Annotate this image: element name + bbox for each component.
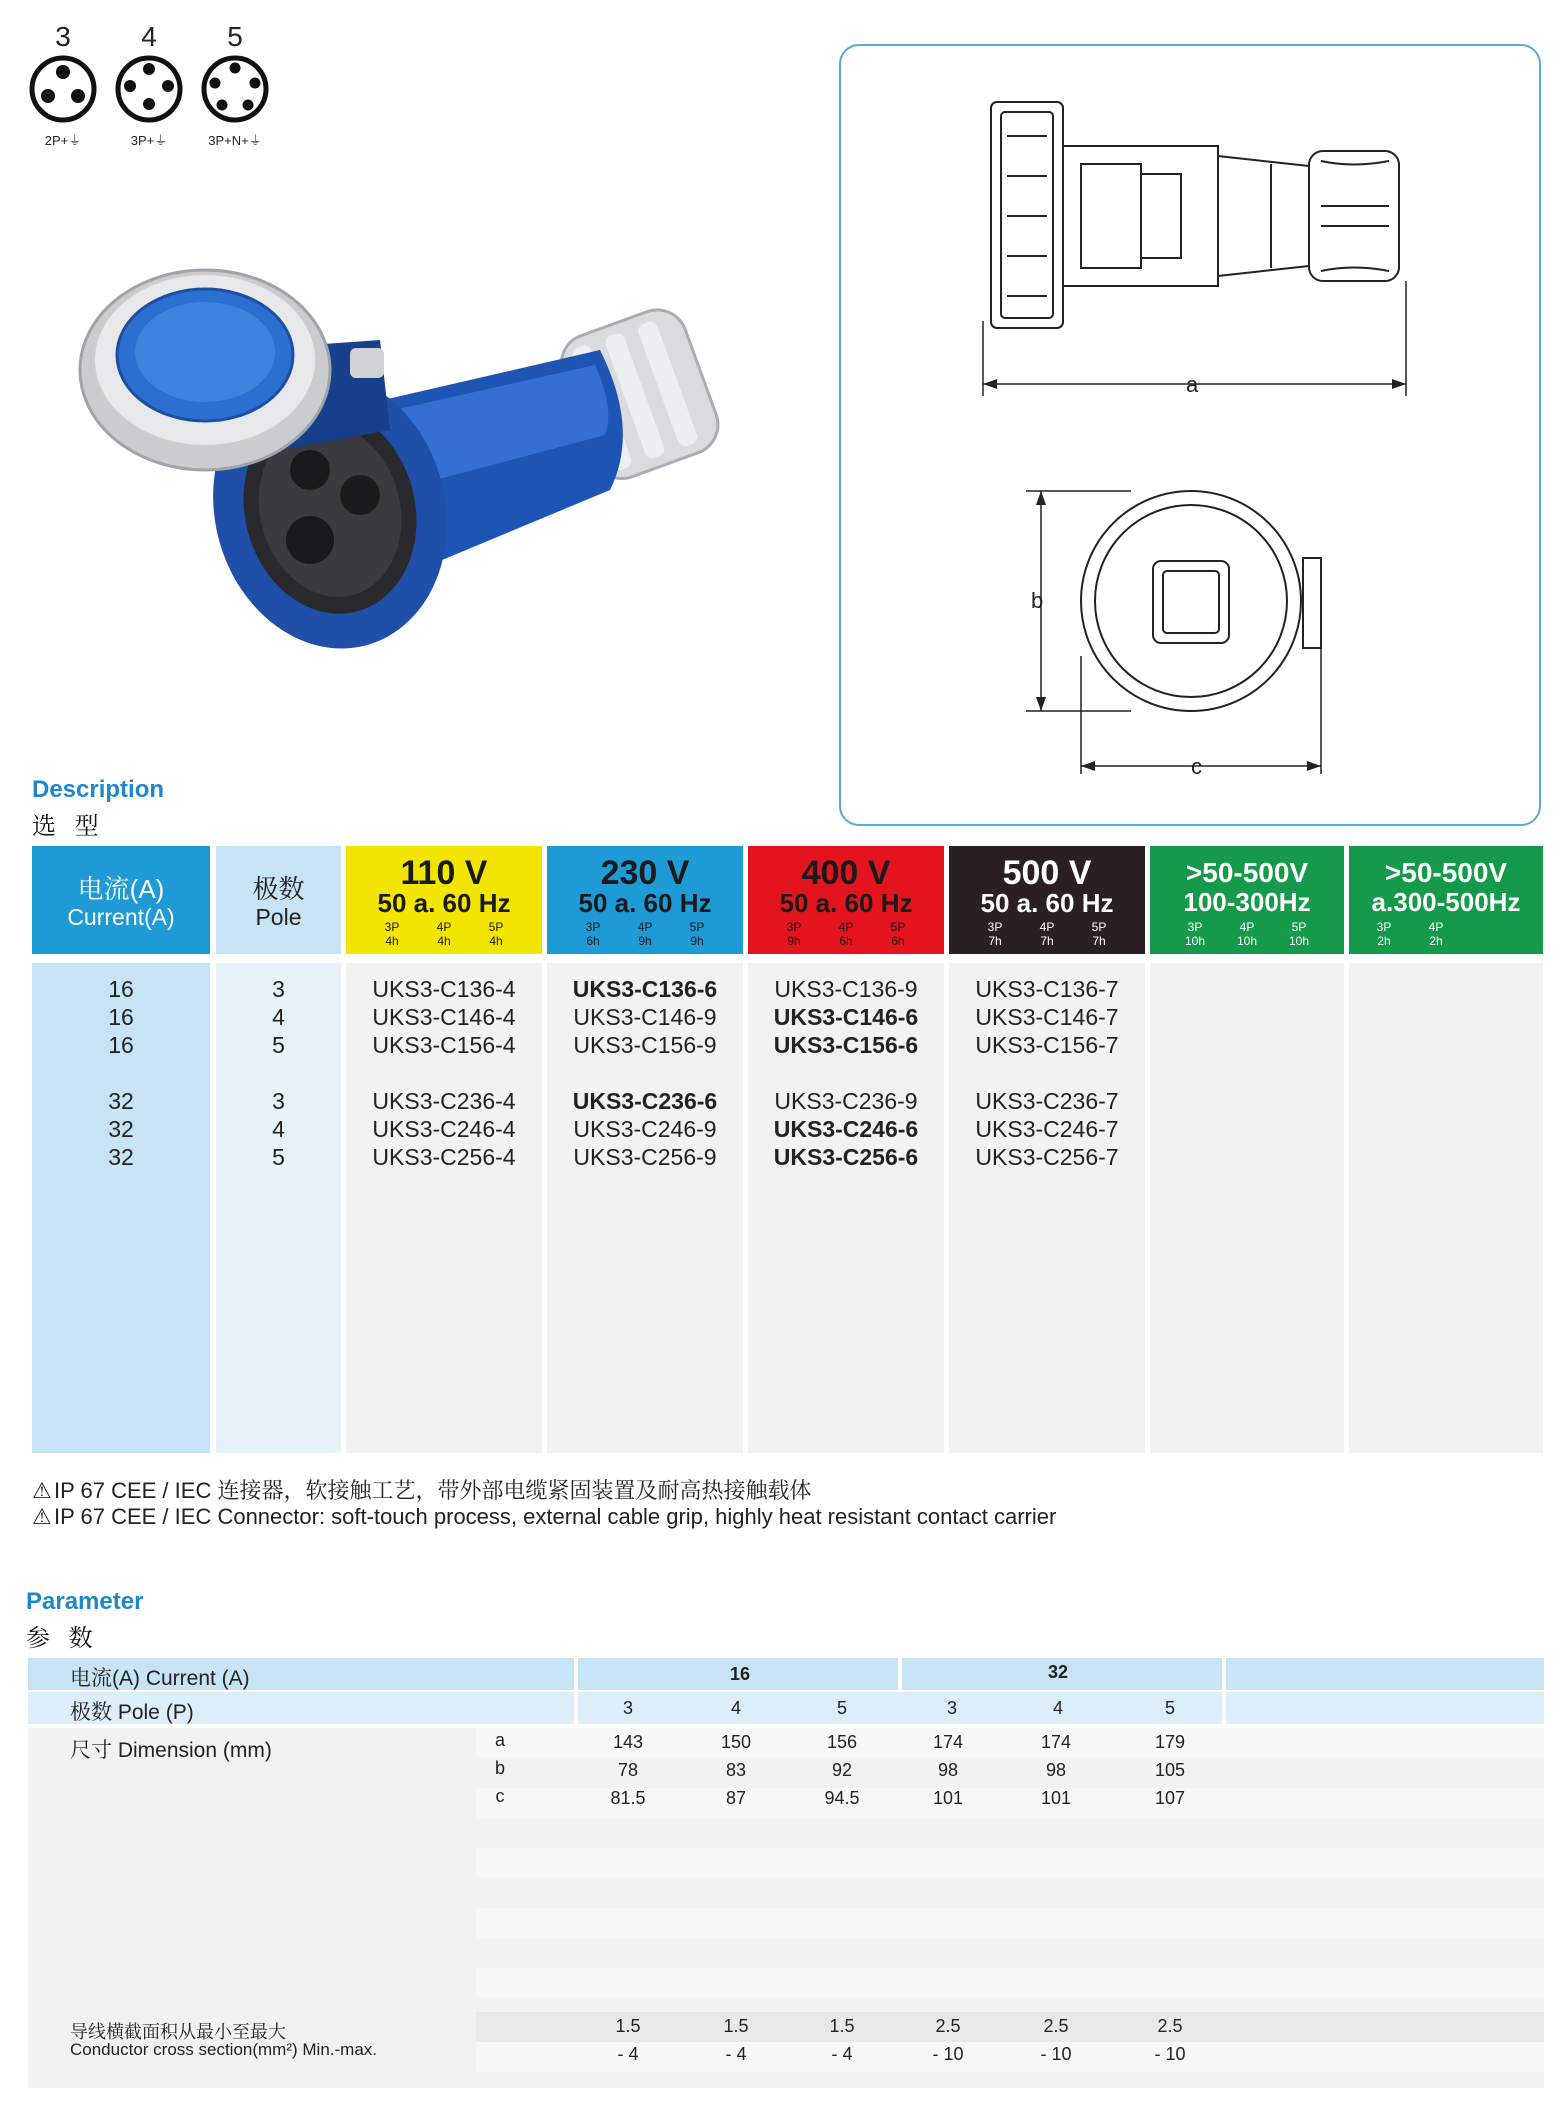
dim-c-value: 87 xyxy=(725,1788,747,1808)
code-values xyxy=(949,975,1145,1171)
dimension-a-label: a xyxy=(1186,372,1199,397)
product-code: UKS3-C246-7 xyxy=(975,1116,1119,1142)
param-current-label: 电流(A) Current (A) xyxy=(70,1667,250,1690)
product-code: UKS3-C146-4 xyxy=(372,1004,516,1030)
voltage-label: >50-500V xyxy=(1384,857,1508,888)
frequency-label: 50 a. 60 Hz xyxy=(578,888,712,918)
param-dimension-label: 尺寸 Dimension (mm) xyxy=(70,1739,272,1762)
hour-label: 2h xyxy=(1429,934,1443,948)
table-cell: 3 xyxy=(272,1088,285,1114)
voltage-label: >50-500V xyxy=(1185,857,1309,888)
table-cell: 4 xyxy=(272,1116,285,1142)
pin-config-3 xyxy=(28,20,98,149)
conductor-max: - 10 xyxy=(932,2044,964,2064)
product-code: UKS3-C236-9 xyxy=(774,1088,918,1114)
current-values xyxy=(32,975,210,1171)
hour-label: 6h xyxy=(891,934,905,948)
param-pole-label: 极数 Pole (P) xyxy=(70,1701,194,1724)
dimension-drawing xyxy=(839,44,1541,826)
technical-drawing xyxy=(841,46,1543,828)
dim-c-value: 107 xyxy=(1154,1788,1186,1808)
conductor-min: 1.5 xyxy=(615,2016,641,2036)
conductor-min: 2.5 xyxy=(1043,2016,1069,2036)
header-voltage-100-300hz xyxy=(1150,846,1344,954)
product-code: UKS3-C136-7 xyxy=(975,976,1119,1002)
param-pole: 5 xyxy=(1164,1698,1175,1718)
pole-label: 3P xyxy=(1187,920,1203,934)
hour-label: 7h xyxy=(988,934,1002,948)
product-code: UKS3-C256-7 xyxy=(975,1144,1119,1170)
voltage-label: 110 V xyxy=(400,854,488,892)
conductor-min: 1.5 xyxy=(723,2016,749,2036)
pin-config-label: 3P+⏚ xyxy=(130,133,168,148)
product-code: UKS3-C246-6 xyxy=(773,1116,919,1142)
pole-label: 4P xyxy=(436,920,452,934)
voltage-label: 400 V xyxy=(801,854,891,892)
pin-configurations xyxy=(28,20,278,170)
note-en-text: IP 67 CEE / IEC Connector: soft-touch process, external cable grip, highly heat resistant contact carrier xyxy=(54,1504,1057,1529)
socket-4pin-icon xyxy=(114,54,184,124)
conductor-max: - 10 xyxy=(1154,2044,1186,2064)
pole-hours xyxy=(1349,920,1543,948)
dim-b-value: 92 xyxy=(831,1760,853,1780)
pole-label: 3P xyxy=(987,920,1003,934)
table-cell: 32 xyxy=(108,1116,134,1142)
product-code: UKS3-C156-6 xyxy=(773,1032,919,1058)
frequency-label: 50 a. 60 Hz xyxy=(779,888,913,918)
table-cell: 32 xyxy=(108,1144,134,1170)
dim-c-value: 94.5 xyxy=(824,1788,860,1808)
pole-label: 4P xyxy=(1039,920,1055,934)
product-code: UKS3-C236-7 xyxy=(975,1088,1119,1114)
table-cell: 5 xyxy=(272,1144,285,1170)
pole-hours xyxy=(748,920,944,948)
pin-count: 4 xyxy=(141,21,157,52)
table-cell: 32 xyxy=(108,1088,134,1114)
parameter-title: Parameter xyxy=(26,1588,144,1615)
dim-b-value: 83 xyxy=(725,1760,747,1780)
product-code: UKS3-C256-4 xyxy=(372,1144,516,1170)
pin-config-label: 2P+⏚ xyxy=(44,133,82,148)
conductor-max: - 4 xyxy=(831,2044,853,2064)
current-column xyxy=(32,963,210,1453)
conductor-min: 2.5 xyxy=(935,2016,961,2036)
pole-label: 5P xyxy=(1291,920,1307,934)
pole-label: 5P xyxy=(1091,920,1107,934)
hour-label: 7h xyxy=(1040,934,1054,948)
table-cell: 16 xyxy=(108,1032,134,1058)
socket-5pin-icon xyxy=(200,54,270,124)
conductor-label-zh: 导线横截面积从最小至最大 xyxy=(70,2022,286,2042)
warning-icon: ⚠ xyxy=(32,1478,52,1503)
pole-hours xyxy=(346,920,542,948)
product-photo xyxy=(40,260,770,660)
warning-icon: ⚠ xyxy=(32,1504,52,1529)
dim-a-value: 179 xyxy=(1154,1732,1186,1752)
dim-c-value: 101 xyxy=(1040,1788,1072,1808)
description-title: Description xyxy=(32,776,165,803)
hour-label: 2h xyxy=(1377,934,1391,948)
codes-230v-column xyxy=(547,963,743,1453)
dim-b-value: 105 xyxy=(1154,1760,1186,1780)
pole-label: 4P xyxy=(1428,920,1444,934)
pole-column xyxy=(216,963,341,1453)
voltage-label: 230 V xyxy=(600,854,690,892)
param-pole: 4 xyxy=(1052,1698,1063,1718)
header-current xyxy=(32,846,210,954)
hour-label: 9h xyxy=(690,934,704,948)
product-code: UKS3-C146-6 xyxy=(773,1004,919,1030)
hour-label: 9h xyxy=(638,934,652,948)
conductor-max: - 4 xyxy=(617,2044,639,2064)
dim-b-value: 98 xyxy=(1045,1760,1067,1780)
pole-label: 5P xyxy=(890,920,906,934)
dimension-c-label: c xyxy=(1191,754,1202,779)
header-current-zh: 电流(A) xyxy=(77,874,165,904)
param-current-16: 16 xyxy=(729,1664,751,1684)
dim-a-value: 174 xyxy=(932,1732,964,1752)
hour-label: 6h xyxy=(839,934,853,948)
pole-label: 3P xyxy=(1376,920,1392,934)
param-pole: 5 xyxy=(836,1698,847,1718)
dim-b-value: 78 xyxy=(617,1760,639,1780)
pole-hours xyxy=(949,920,1145,948)
param-current-32: 32 xyxy=(1047,1662,1069,1682)
pin-config-5 xyxy=(200,20,270,149)
frequency-label: a.300-500Hz xyxy=(1371,887,1521,917)
header-voltage-110 xyxy=(346,846,542,954)
dim-c-value: 101 xyxy=(932,1788,964,1808)
header-pole xyxy=(216,846,341,954)
param-row-pole xyxy=(28,1692,1544,1724)
dim-key-a: a xyxy=(494,1730,505,1750)
pole-label: 4P xyxy=(1239,920,1255,934)
codes-100-300hz-column xyxy=(1150,963,1344,1453)
conductor-label-en: Conductor cross section(mm²) Min.-max. xyxy=(70,2040,378,2059)
socket-3pin-icon xyxy=(28,54,98,124)
parameter-title-zh: 参 数 xyxy=(26,1625,99,1652)
product-code: UKS3-C236-4 xyxy=(372,1088,516,1114)
product-code: UKS3-C246-9 xyxy=(573,1116,717,1142)
conductor-min: 2.5 xyxy=(1157,2016,1183,2036)
hour-label: 10h xyxy=(1184,934,1206,948)
header-voltage-230 xyxy=(547,846,743,954)
dim-key-c: c xyxy=(495,1786,505,1806)
hour-label: 7h xyxy=(1092,934,1106,948)
header-voltage-500 xyxy=(949,846,1145,954)
product-code: UKS3-C146-7 xyxy=(975,1004,1119,1030)
codes-400v-column xyxy=(748,963,944,1453)
pole-values xyxy=(216,975,341,1171)
voltage-label: 500 V xyxy=(1002,854,1092,892)
table-cell: 16 xyxy=(108,976,134,1002)
product-code: UKS3-C136-9 xyxy=(774,976,918,1002)
description-title-zh: 选 型 xyxy=(32,813,105,840)
dim-a-value: 150 xyxy=(720,1732,752,1752)
pin-count: 3 xyxy=(55,21,71,52)
pole-label: 4P xyxy=(637,920,653,934)
param-pole: 3 xyxy=(622,1698,633,1718)
connector-illustration xyxy=(40,260,770,660)
hour-label: 4h xyxy=(385,934,399,948)
hour-label: 4h xyxy=(437,934,451,948)
pole-label: 3P xyxy=(585,920,601,934)
hour-label: 9h xyxy=(787,934,801,948)
frequency-label: 100-300Hz xyxy=(1183,887,1311,917)
pin-config-label: 3P+N+⏚ xyxy=(208,133,262,148)
code-values xyxy=(547,975,743,1171)
note-zh xyxy=(32,1474,811,1505)
header-current-en: Current(A) xyxy=(67,904,175,930)
note-zh-text: IP 67 CEE / IEC 连接器，软接触工艺，带外部电缆紧固装置及耐高热接触载体 xyxy=(54,1478,812,1503)
pole-label: 5P xyxy=(488,920,504,934)
dim-b-value: 98 xyxy=(937,1760,959,1780)
table-cell: 16 xyxy=(108,1004,134,1030)
pole-hours xyxy=(1150,920,1344,948)
product-code: UKS3-C146-9 xyxy=(573,1004,717,1030)
dim-a-value: 156 xyxy=(826,1732,858,1752)
header-pole-en: Pole xyxy=(255,904,302,930)
header-voltage-300-500hz xyxy=(1349,846,1543,954)
conductor-max: - 4 xyxy=(725,2044,747,2064)
pole-label: 5P xyxy=(689,920,705,934)
hour-label: 4h xyxy=(489,934,503,948)
dim-a-value: 143 xyxy=(612,1732,644,1752)
product-code: UKS3-C156-4 xyxy=(372,1032,516,1058)
code-values xyxy=(346,975,542,1171)
frequency-label: 50 a. 60 Hz xyxy=(377,888,511,918)
product-code: UKS3-C136-6 xyxy=(572,976,718,1002)
codes-300-500hz-column xyxy=(1349,963,1543,1453)
table-cell: 5 xyxy=(272,1032,285,1058)
product-code: UKS3-C236-6 xyxy=(572,1088,718,1114)
product-code: UKS3-C256-9 xyxy=(573,1144,717,1170)
pole-label: 3P xyxy=(384,920,400,934)
code-values xyxy=(748,975,944,1171)
dim-c-value: 81.5 xyxy=(610,1788,646,1808)
pin-count: 5 xyxy=(227,21,243,52)
product-code: UKS3-C136-4 xyxy=(372,976,516,1002)
dim-key-b: b xyxy=(494,1758,505,1778)
product-code: UKS3-C256-6 xyxy=(773,1144,919,1170)
pole-label: 4P xyxy=(838,920,854,934)
param-pole: 4 xyxy=(730,1698,741,1718)
codes-110v-column xyxy=(346,963,542,1453)
product-code: UKS3-C156-7 xyxy=(975,1032,1119,1058)
table-cell: 3 xyxy=(272,976,285,1002)
hour-label: 10h xyxy=(1236,934,1258,948)
dimension-b-label: b xyxy=(1031,588,1044,613)
hour-label: 10h xyxy=(1288,934,1310,948)
param-pole: 3 xyxy=(946,1698,957,1718)
codes-500v-column xyxy=(949,963,1145,1453)
conductor-min: 1.5 xyxy=(829,2016,855,2036)
conductor-max: - 10 xyxy=(1040,2044,1072,2064)
pole-label: 3P xyxy=(786,920,802,934)
product-code: UKS3-C246-4 xyxy=(372,1116,516,1142)
note-en xyxy=(32,1504,1056,1530)
table-cell: 4 xyxy=(272,1004,285,1030)
hour-label: 6h xyxy=(586,934,600,948)
pole-hours xyxy=(547,920,743,948)
frequency-label: 50 a. 60 Hz xyxy=(980,888,1114,918)
dim-a-value: 174 xyxy=(1040,1732,1072,1752)
product-code: UKS3-C156-9 xyxy=(573,1032,717,1058)
pin-config-4 xyxy=(114,20,184,149)
header-voltage-400 xyxy=(748,846,944,954)
header-pole-zh: 极数 xyxy=(252,874,305,904)
